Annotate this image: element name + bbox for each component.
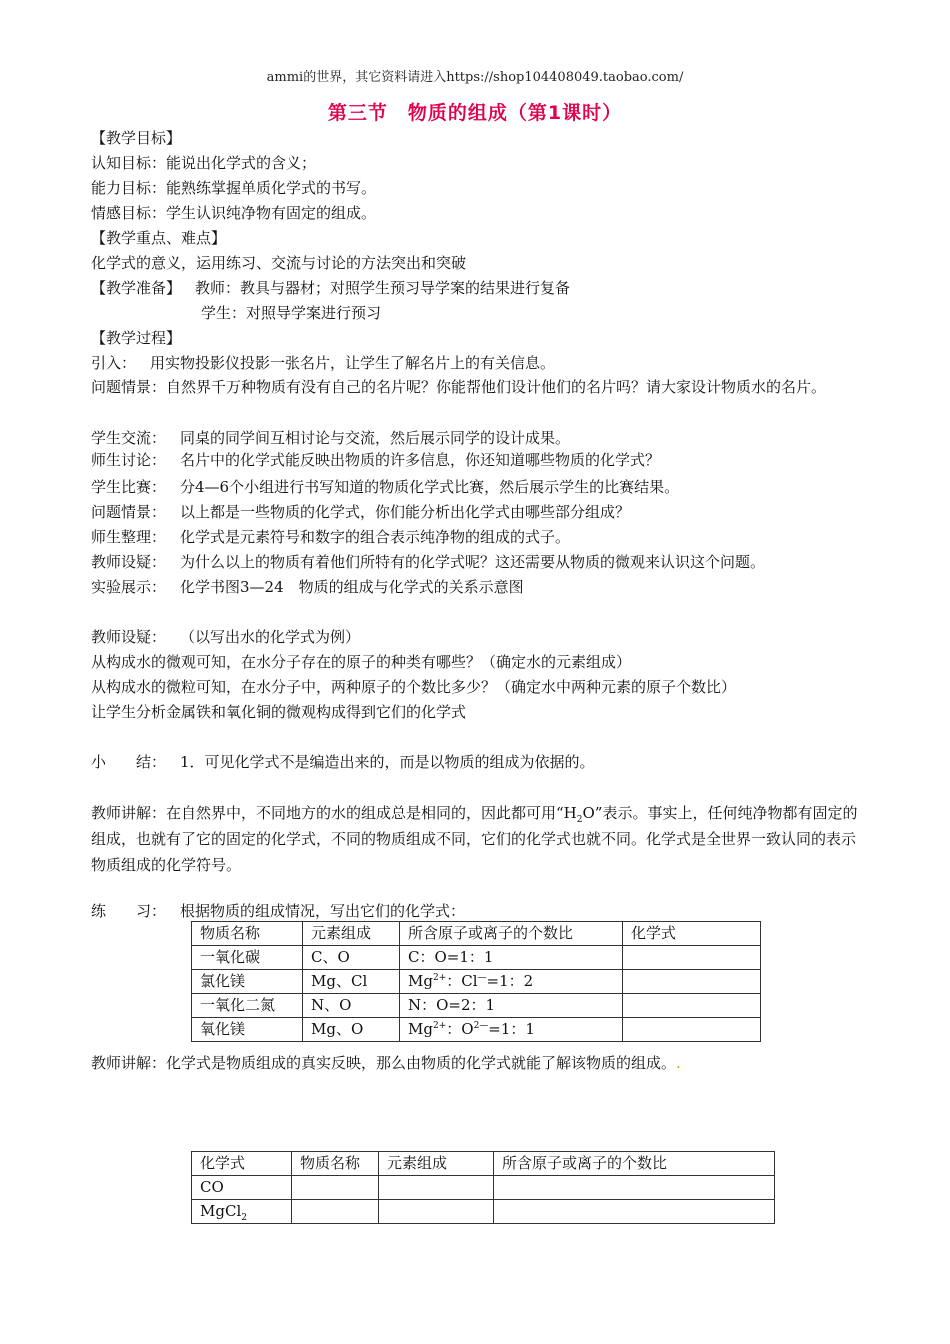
table-cell: [292, 1200, 379, 1224]
process-text: 自然界千万种物质有没有自己的名片呢？你能帮他们设计他们的名片吗？请大家设计物质水的名片。: [166, 378, 827, 396]
process-question-scenario: [91, 374, 861, 400]
table-cell: CO: [192, 1176, 292, 1200]
question-3: 让学生分析金属铁和氧化铜的微观构成得到它们的化学式: [91, 703, 467, 721]
table-cell: C：O=1：1: [400, 946, 623, 970]
table-row: [192, 1018, 761, 1042]
ratio-part: =1：1: [488, 1020, 535, 1038]
ratio-part: ：O: [446, 1020, 474, 1038]
process-label: 引入：: [91, 354, 137, 372]
lecture-text-part: O”表示。事实上，任何纯净物都有固定的组成，也就有了它的固定的化学式，不同的物质组成不同，它们的化学式也就不同。化学式是全世界一致认同的表示物质组成的化学符号。: [91, 804, 858, 874]
process-text: 化学书图3—24 物质的组成与化学式的关系示意图: [180, 578, 524, 596]
teacher-question-line: [91, 627, 360, 647]
process-label: 问题情景：: [91, 503, 167, 521]
table-cell: [623, 970, 761, 994]
table-cell: [192, 1200, 292, 1224]
summary-line: [91, 752, 595, 772]
summary-label: 小 结：: [91, 753, 167, 771]
process-text: 以上都是一些物质的化学式，你们能分析出化学式由哪些部分组成？: [180, 503, 631, 521]
table-cell: [379, 1200, 494, 1224]
table-cell: N：O=2：1: [400, 994, 623, 1018]
practice-table: [191, 921, 761, 1042]
table-header-row: [192, 1152, 775, 1176]
question-2: 从构成水的微粒可知，在水分子中，两种原子的个数比多少？（确定水中两种元素的原子个数比）: [91, 678, 737, 696]
process-text: 为什么以上的物质有着他们所特有的化学式呢？这还需要从物质的微观来认识这个问题。: [180, 553, 766, 571]
preparation-teacher: 教师：教具与器材；对照学生预习导学案的结果进行复备: [195, 279, 571, 297]
preparation-line: [91, 278, 570, 298]
process-teacher-question: [91, 552, 765, 572]
practice-text: 根据物质的组成情况，写出它们的化学式：: [180, 902, 466, 920]
process-competition: [91, 477, 679, 497]
table-header: 元素组成: [303, 922, 400, 946]
preparation-label: 【教学准备】: [91, 279, 182, 297]
key-points-heading: 【教学重点、难点】: [91, 229, 227, 247]
table-cell: Mg、Cl: [303, 970, 400, 994]
question-label: 教师设疑：: [91, 628, 167, 646]
table-cell: [400, 1018, 623, 1042]
lecture-paragraph-1: [91, 800, 861, 878]
page-header: ammi的世界，其它资料请进入https://shop104408049.taobao.com/: [266, 70, 684, 85]
table-header: 物质名称: [292, 1152, 379, 1176]
table-cell: [494, 1176, 775, 1200]
process-label: 实验展示：: [91, 578, 167, 596]
process-discussion: [91, 450, 660, 470]
key-points-text: 化学式的意义，运用练习、交流与讨论的方法突出和突破: [91, 254, 467, 272]
process-text: 名片中的化学式能反映出物质的许多信息，你还知道哪些物质的化学式？: [180, 451, 661, 469]
process-text: 用实物投影仪投影一张名片，让学生了解名片上的有关信息。: [150, 354, 556, 372]
subscript: 2: [241, 1213, 247, 1223]
lecture-paragraph-2: [91, 1053, 681, 1073]
process-label: 师生整理：: [91, 528, 167, 546]
summary-text: 1．可见化学式不是编造出来的，而是以物质的组成为依据的。: [180, 753, 595, 771]
process-text: 同桌的同学间互相讨论与交流，然后展示同学的设计成果。: [180, 429, 571, 447]
table-header: 化学式: [192, 1152, 292, 1176]
table-cell: [400, 970, 623, 994]
goals-heading: 【教学目标】: [91, 129, 182, 147]
table-header: 化学式: [623, 922, 761, 946]
superscript: 2+: [432, 1021, 447, 1031]
preparation-student: 学生：对照导学案进行预习: [201, 304, 382, 322]
subscript: 2: [576, 815, 583, 825]
goal-emotion: 情感目标：学生认识纯净物有固定的组成。: [91, 204, 377, 222]
table-header: 所含原子或离子的个数比: [400, 922, 623, 946]
table-row: [192, 994, 761, 1018]
process-intro: [91, 353, 555, 373]
formula-table: [191, 1151, 775, 1224]
formula-part: MgCl: [200, 1202, 242, 1220]
table-row: [192, 970, 761, 994]
process-label: 学生交流：: [91, 429, 167, 447]
table-cell: 一氧化二氮: [192, 994, 303, 1018]
table-row: [192, 946, 761, 970]
process-question-analysis: [91, 502, 630, 522]
table-cell: N、O: [303, 994, 400, 1018]
table-cell: [623, 946, 761, 970]
table-cell: Mg、O: [303, 1018, 400, 1042]
table-cell: [292, 1176, 379, 1200]
table-cell: [623, 1018, 761, 1042]
page-title: 第三节 物质的组成（第1课时）: [327, 102, 623, 124]
table-header-row: [192, 922, 761, 946]
question-intro: （以写出水的化学式为例）: [180, 628, 361, 646]
practice-label: 练 习：: [91, 902, 167, 920]
table-cell: 氯化镁: [192, 970, 303, 994]
process-label: 教师设疑：: [91, 553, 167, 571]
ratio-part: Mg: [408, 972, 433, 990]
process-experiment: [91, 577, 524, 597]
table-row: [192, 1200, 775, 1224]
table-header: 所含原子或离子的个数比: [494, 1152, 775, 1176]
process-student-exchange: [91, 428, 570, 448]
process-summary-definition: [91, 527, 570, 547]
ratio-part: Mg: [408, 1020, 433, 1038]
lecture-text-part: 教师讲解：在自然界中，不同地方的水的组成总是相同的，因此都可用“H: [91, 804, 577, 822]
decorative-dot: .: [676, 1054, 681, 1072]
table-header: 物质名称: [192, 922, 303, 946]
goal-ability: 能力目标：能熟练掌握单质化学式的书写。: [91, 179, 377, 197]
goal-cognitive: 认知目标：能说出化学式的含义；: [91, 154, 317, 172]
process-heading: 【教学过程】: [91, 329, 182, 347]
superscript: 2—: [473, 1021, 489, 1031]
process-label: 学生比赛：: [91, 478, 167, 496]
table-cell: 氧化镁: [192, 1018, 303, 1042]
process-text: 分4—6个小组进行书写知道的物质化学式比赛，然后展示学生的比赛结果。: [180, 478, 680, 496]
table-header: 元素组成: [379, 1152, 494, 1176]
superscript: 2+: [432, 973, 447, 983]
ratio-part: =1：2: [486, 972, 534, 990]
process-label: 师生讨论：: [91, 451, 167, 469]
process-label: 问题情景：: [91, 378, 167, 396]
question-1: 从构成水的微观可知，在水分子存在的原子的种类有哪些？（确定水的元素组成）: [91, 653, 632, 671]
practice-line: [91, 901, 465, 921]
superscript: —: [477, 973, 487, 983]
lecture-text: 教师讲解：化学式是物质组成的真实反映，那么由物质的化学式就能了解该物质的组成。: [91, 1054, 677, 1072]
table-cell: 一氧化碳: [192, 946, 303, 970]
table-cell: [494, 1200, 775, 1224]
ratio-part: ：Cl: [446, 972, 478, 990]
table-cell: C、O: [303, 946, 400, 970]
table-cell: [623, 994, 761, 1018]
table-cell: [379, 1176, 494, 1200]
process-text: 化学式是元素符号和数字的组合表示纯净物的组成的式子。: [180, 528, 571, 546]
table-row: [192, 1176, 775, 1200]
